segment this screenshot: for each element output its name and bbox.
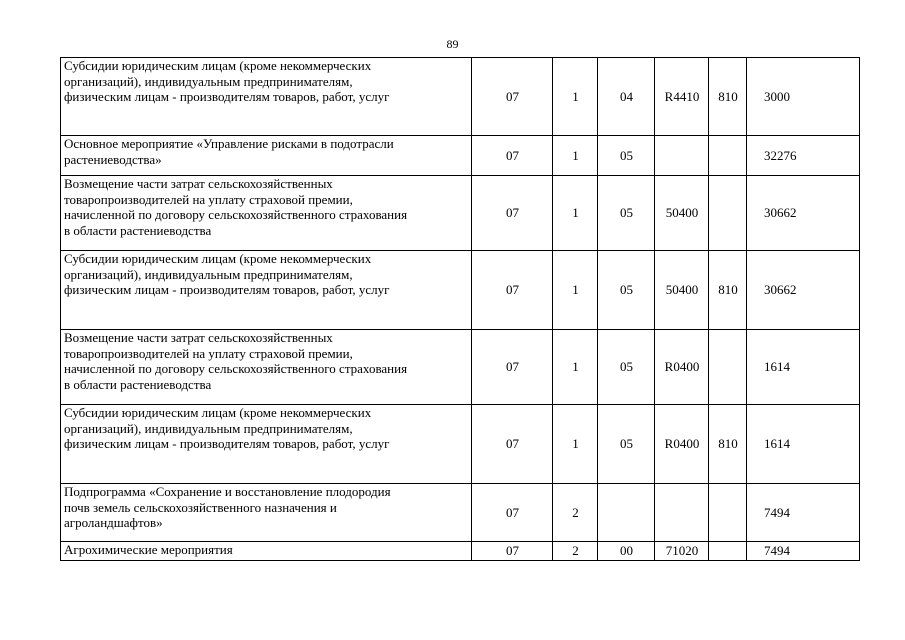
row-name: Субсидии юридическим лицам (кроме некоммерческих организаций), индивидуальным предпринимателям, физическим лицам - производителям товаров, работ, услуг [61,405,472,484]
row-expense-type: 810 [709,58,747,136]
table-row [61,176,860,251]
row-name: Возмещение части затрат сельскохозяйственных товаропроизводителей на уплату страховой премии, начисленной по договору сельскохозяйственного страхования в области растениеводства [61,176,472,251]
row-program: 1 [553,405,598,484]
row-program: 2 [553,542,598,561]
row-subprogram: 05 [598,330,655,405]
row-program: 1 [553,176,598,251]
table-row [61,58,860,136]
row-subprogram: 05 [598,176,655,251]
row-article: 50400 [655,251,709,330]
row-expense-type [709,136,747,176]
row-amount: 32276 [747,136,860,176]
table-row [61,405,860,484]
row-program: 1 [553,330,598,405]
table-row [61,136,860,176]
row-subprogram: 05 [598,136,655,176]
row-program: 1 [553,136,598,176]
row-name: Субсидии юридическим лицам (кроме некоммерческих организаций), индивидуальным предпринимателям, физическим лицам - производителям товаров, работ, услуг [61,251,472,330]
budget-table [60,57,860,561]
row-name: Возмещение части затрат сельскохозяйственных товаропроизводителей на уплату страховой премии, начисленной по договору сельскохозяйственного страхования в области растениеводства [61,330,472,405]
row-article: R0400 [655,330,709,405]
row-program: 1 [553,251,598,330]
table-row [61,251,860,330]
row-article: R0400 [655,405,709,484]
row-subprogram: 00 [598,542,655,561]
row-amount: 7494 [747,484,860,542]
row-subprogram: 04 [598,58,655,136]
row-expense-type [709,542,747,561]
row-section: 07 [472,136,553,176]
row-amount: 1614 [747,330,860,405]
row-section: 07 [472,251,553,330]
row-article: 71020 [655,542,709,561]
row-name: Агрохимические мероприятия [61,542,472,561]
row-subprogram: 05 [598,251,655,330]
row-expense-type [709,176,747,251]
row-amount: 30662 [747,251,860,330]
row-section: 07 [472,176,553,251]
row-expense-type: 810 [709,405,747,484]
row-amount: 30662 [747,176,860,251]
row-section: 07 [472,330,553,405]
row-section: 07 [472,542,553,561]
row-amount: 3000 [747,58,860,136]
row-article [655,484,709,542]
table-row [61,542,860,561]
row-article: 50400 [655,176,709,251]
row-section: 07 [472,58,553,136]
row-subprogram: 05 [598,405,655,484]
row-program: 1 [553,58,598,136]
table-row [61,330,860,405]
row-subprogram [598,484,655,542]
row-amount: 7494 [747,542,860,561]
row-section: 07 [472,405,553,484]
row-article [655,136,709,176]
row-program: 2 [553,484,598,542]
table-row [61,484,860,542]
row-expense-type: 810 [709,251,747,330]
row-article: R4410 [655,58,709,136]
row-name: Основное мероприятие «Управление рисками в подотрасли растениеводства» [61,136,472,176]
page-number: 89 [446,37,459,51]
row-name: Подпрограмма «Сохранение и восстановление плодородия почв земель сельскохозяйственного назначения и агроландшафтов» [61,484,472,542]
row-expense-type [709,330,747,405]
row-name: Субсидии юридическим лицам (кроме некоммерческих организаций), индивидуальным предпринимателям, физическим лицам - производителям товаров, работ, услуг [61,58,472,136]
row-amount: 1614 [747,405,860,484]
row-expense-type [709,484,747,542]
row-section: 07 [472,484,553,542]
